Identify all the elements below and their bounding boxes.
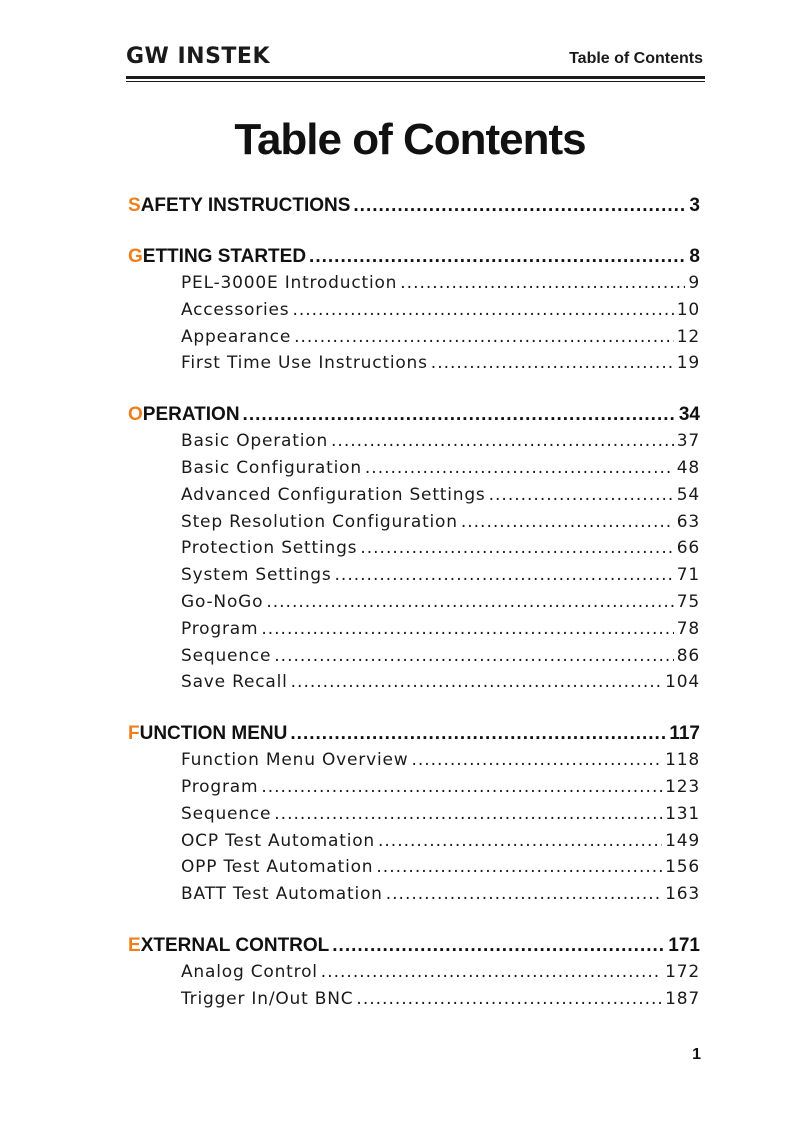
- subsection-title: Sequence: [181, 645, 272, 666]
- dot-leader: [294, 324, 674, 351]
- dot-leader: [431, 350, 674, 377]
- dot-leader: [335, 562, 674, 589]
- toc-section-entry[interactable]: [128, 932, 700, 959]
- section-initial: E: [128, 934, 141, 956]
- subsection-title: OCP Test Automation: [181, 830, 375, 851]
- toc-subsection-entry[interactable]: [128, 350, 700, 377]
- dot-leader: [386, 881, 662, 908]
- toc-section-entry[interactable]: [128, 720, 700, 747]
- section-page-number: 3: [689, 195, 700, 216]
- subsection-title: PEL-3000E Introduction: [181, 273, 398, 293]
- toc-subsection-entry[interactable]: [128, 747, 700, 774]
- subsection-title: Advanced Configuration Settings: [181, 484, 486, 505]
- subsection-page-number: 149: [665, 830, 700, 851]
- page-header: [126, 42, 705, 82]
- dot-leader: [266, 589, 673, 616]
- subsection-page-number: 118: [665, 750, 700, 771]
- toc-subsection-entry[interactable]: [128, 482, 700, 509]
- section-title-rest: ETTING STARTED: [142, 246, 307, 267]
- subsection-page-number: 10: [676, 299, 700, 320]
- subsection-title: Go-NoGo: [181, 591, 264, 612]
- toc-subsection-entry[interactable]: [128, 324, 700, 351]
- toc-subsection-entry[interactable]: [128, 828, 700, 855]
- dot-leader: [489, 482, 674, 509]
- gw-instek-logo: GW INSTEK: [126, 44, 271, 69]
- dot-leader: [360, 535, 673, 562]
- subsection-title: BATT Test Automation: [181, 884, 383, 905]
- page-title: Table of Contents: [234, 115, 586, 164]
- subsection-page-number: 123: [665, 776, 700, 797]
- toc-subsection-entry[interactable]: [128, 986, 700, 1013]
- subsection-page-number: 71: [676, 565, 700, 586]
- section-gap: [128, 908, 700, 932]
- toc-section-entry[interactable]: [128, 401, 700, 428]
- dot-leader: [376, 854, 662, 881]
- dot-leader: [400, 270, 685, 297]
- dot-leader: [243, 401, 676, 428]
- dot-leader: [353, 192, 686, 219]
- subsection-title: Sequence: [181, 803, 272, 824]
- section-title: [128, 720, 287, 747]
- section-gap: [128, 696, 700, 720]
- subsection-page-number: 63: [676, 511, 700, 532]
- subsection-title: First Time Use Instructions: [181, 353, 428, 374]
- toc-subsection-entry[interactable]: [128, 428, 700, 455]
- section-title-rest: XTERNAL CONTROL: [140, 934, 330, 956]
- section-initial: G: [128, 246, 143, 267]
- toc-subsection-entry[interactable]: [128, 959, 700, 986]
- subsection-title: Basic Configuration: [181, 457, 362, 478]
- page-number: 1: [692, 1046, 701, 1063]
- toc-subsection-entry[interactable]: [128, 509, 700, 536]
- toc-subsection-entry[interactable]: [128, 854, 700, 881]
- toc-subsection-entry[interactable]: [128, 589, 700, 616]
- dot-leader: [331, 428, 674, 455]
- subsection-page-number: 163: [665, 884, 700, 905]
- toc-subsection-entry[interactable]: [128, 801, 700, 828]
- section-initial: O: [128, 404, 143, 426]
- subsection-page-number: 172: [665, 961, 700, 982]
- subsection-page-number: 66: [676, 538, 700, 559]
- subsection-page-number: 78: [676, 618, 700, 639]
- subsection-page-number: 104: [665, 672, 700, 693]
- dot-leader: [321, 959, 662, 986]
- toc-section-entry[interactable]: [128, 243, 700, 270]
- subsection-page-number: 86: [676, 645, 700, 666]
- section-page-number: 8: [689, 246, 700, 267]
- dot-leader: [411, 747, 662, 774]
- toc-subsection-entry[interactable]: [128, 297, 700, 324]
- section-title: [128, 192, 350, 219]
- section-title: [128, 243, 306, 270]
- header-rule-thick: [126, 76, 705, 79]
- section-title-rest: PERATION: [142, 404, 240, 426]
- section-title-rest: UNCTION MENU: [139, 723, 288, 745]
- dot-leader: [274, 801, 662, 828]
- toc-subsection-entry[interactable]: [128, 774, 700, 801]
- subsection-page-number: 75: [676, 591, 700, 612]
- subsection-title: Program: [181, 776, 259, 797]
- dot-leader: [292, 297, 673, 324]
- dot-leader: [261, 616, 673, 643]
- toc-subsection-entry[interactable]: [128, 455, 700, 482]
- section-initial: F: [128, 723, 140, 745]
- dot-leader: [365, 455, 674, 482]
- subsection-page-number: 12: [676, 326, 700, 347]
- toc-subsection-entry[interactable]: [128, 669, 700, 696]
- subsection-title: OPP Test Automation: [181, 857, 374, 878]
- dot-leader: [290, 720, 666, 747]
- subsection-title: Analog Control: [181, 961, 318, 982]
- section-title-rest: AFETY INSTRUCTIONS: [140, 195, 351, 216]
- dot-leader: [274, 643, 674, 670]
- toc-section-entry[interactable]: [128, 192, 700, 219]
- subsection-page-number: 131: [665, 803, 700, 824]
- subsection-title: Step Resolution Configuration: [181, 511, 458, 532]
- subsection-page-number: 9: [688, 273, 700, 293]
- dot-leader: [332, 932, 665, 959]
- subsection-title: Function Menu Overview: [181, 750, 409, 771]
- dot-leader: [461, 509, 674, 536]
- subsection-title: Program: [181, 618, 259, 639]
- dot-leader: [291, 669, 662, 696]
- toc-subsection-entry[interactable]: [128, 881, 700, 908]
- section-gap: [128, 219, 700, 243]
- subsection-title: Basic Operation: [181, 431, 329, 452]
- dot-leader: [261, 774, 662, 801]
- subsection-title: Trigger In/Out BNC: [181, 988, 354, 1009]
- toc-subsection-entry[interactable]: [128, 270, 700, 297]
- dot-leader: [356, 986, 662, 1013]
- subsection-title: Save Recall: [181, 672, 288, 693]
- subsection-title: System Settings: [181, 565, 332, 586]
- header-rule-thin: [126, 81, 705, 82]
- subsection-page-number: 54: [676, 484, 700, 505]
- section-title: [128, 932, 329, 959]
- toc-subsection-entry[interactable]: [128, 616, 700, 643]
- section-gap: [128, 377, 700, 401]
- subsection-page-number: 156: [665, 857, 700, 878]
- section-page-number: 117: [669, 723, 700, 745]
- subsection-page-number: 19: [676, 353, 700, 374]
- section-title: [128, 401, 240, 428]
- section-initial: S: [128, 195, 141, 216]
- dot-leader: [378, 828, 662, 855]
- subsection-title: Accessories: [181, 299, 290, 320]
- subsection-title: Protection Settings: [181, 538, 358, 559]
- subsection-page-number: 37: [676, 431, 700, 452]
- dot-leader: [309, 243, 686, 270]
- running-title: Table of Contents: [569, 50, 703, 67]
- toc-subsection-entry[interactable]: [128, 535, 700, 562]
- toc-subsection-entry[interactable]: [128, 643, 700, 670]
- table-of-contents: [128, 192, 700, 1013]
- subsection-page-number: 187: [665, 988, 700, 1009]
- subsection-page-number: 48: [676, 457, 700, 478]
- subsection-title: Appearance: [181, 326, 292, 347]
- toc-subsection-entry[interactable]: [128, 562, 700, 589]
- section-page-number: 34: [678, 404, 700, 426]
- section-page-number: 171: [668, 934, 700, 956]
